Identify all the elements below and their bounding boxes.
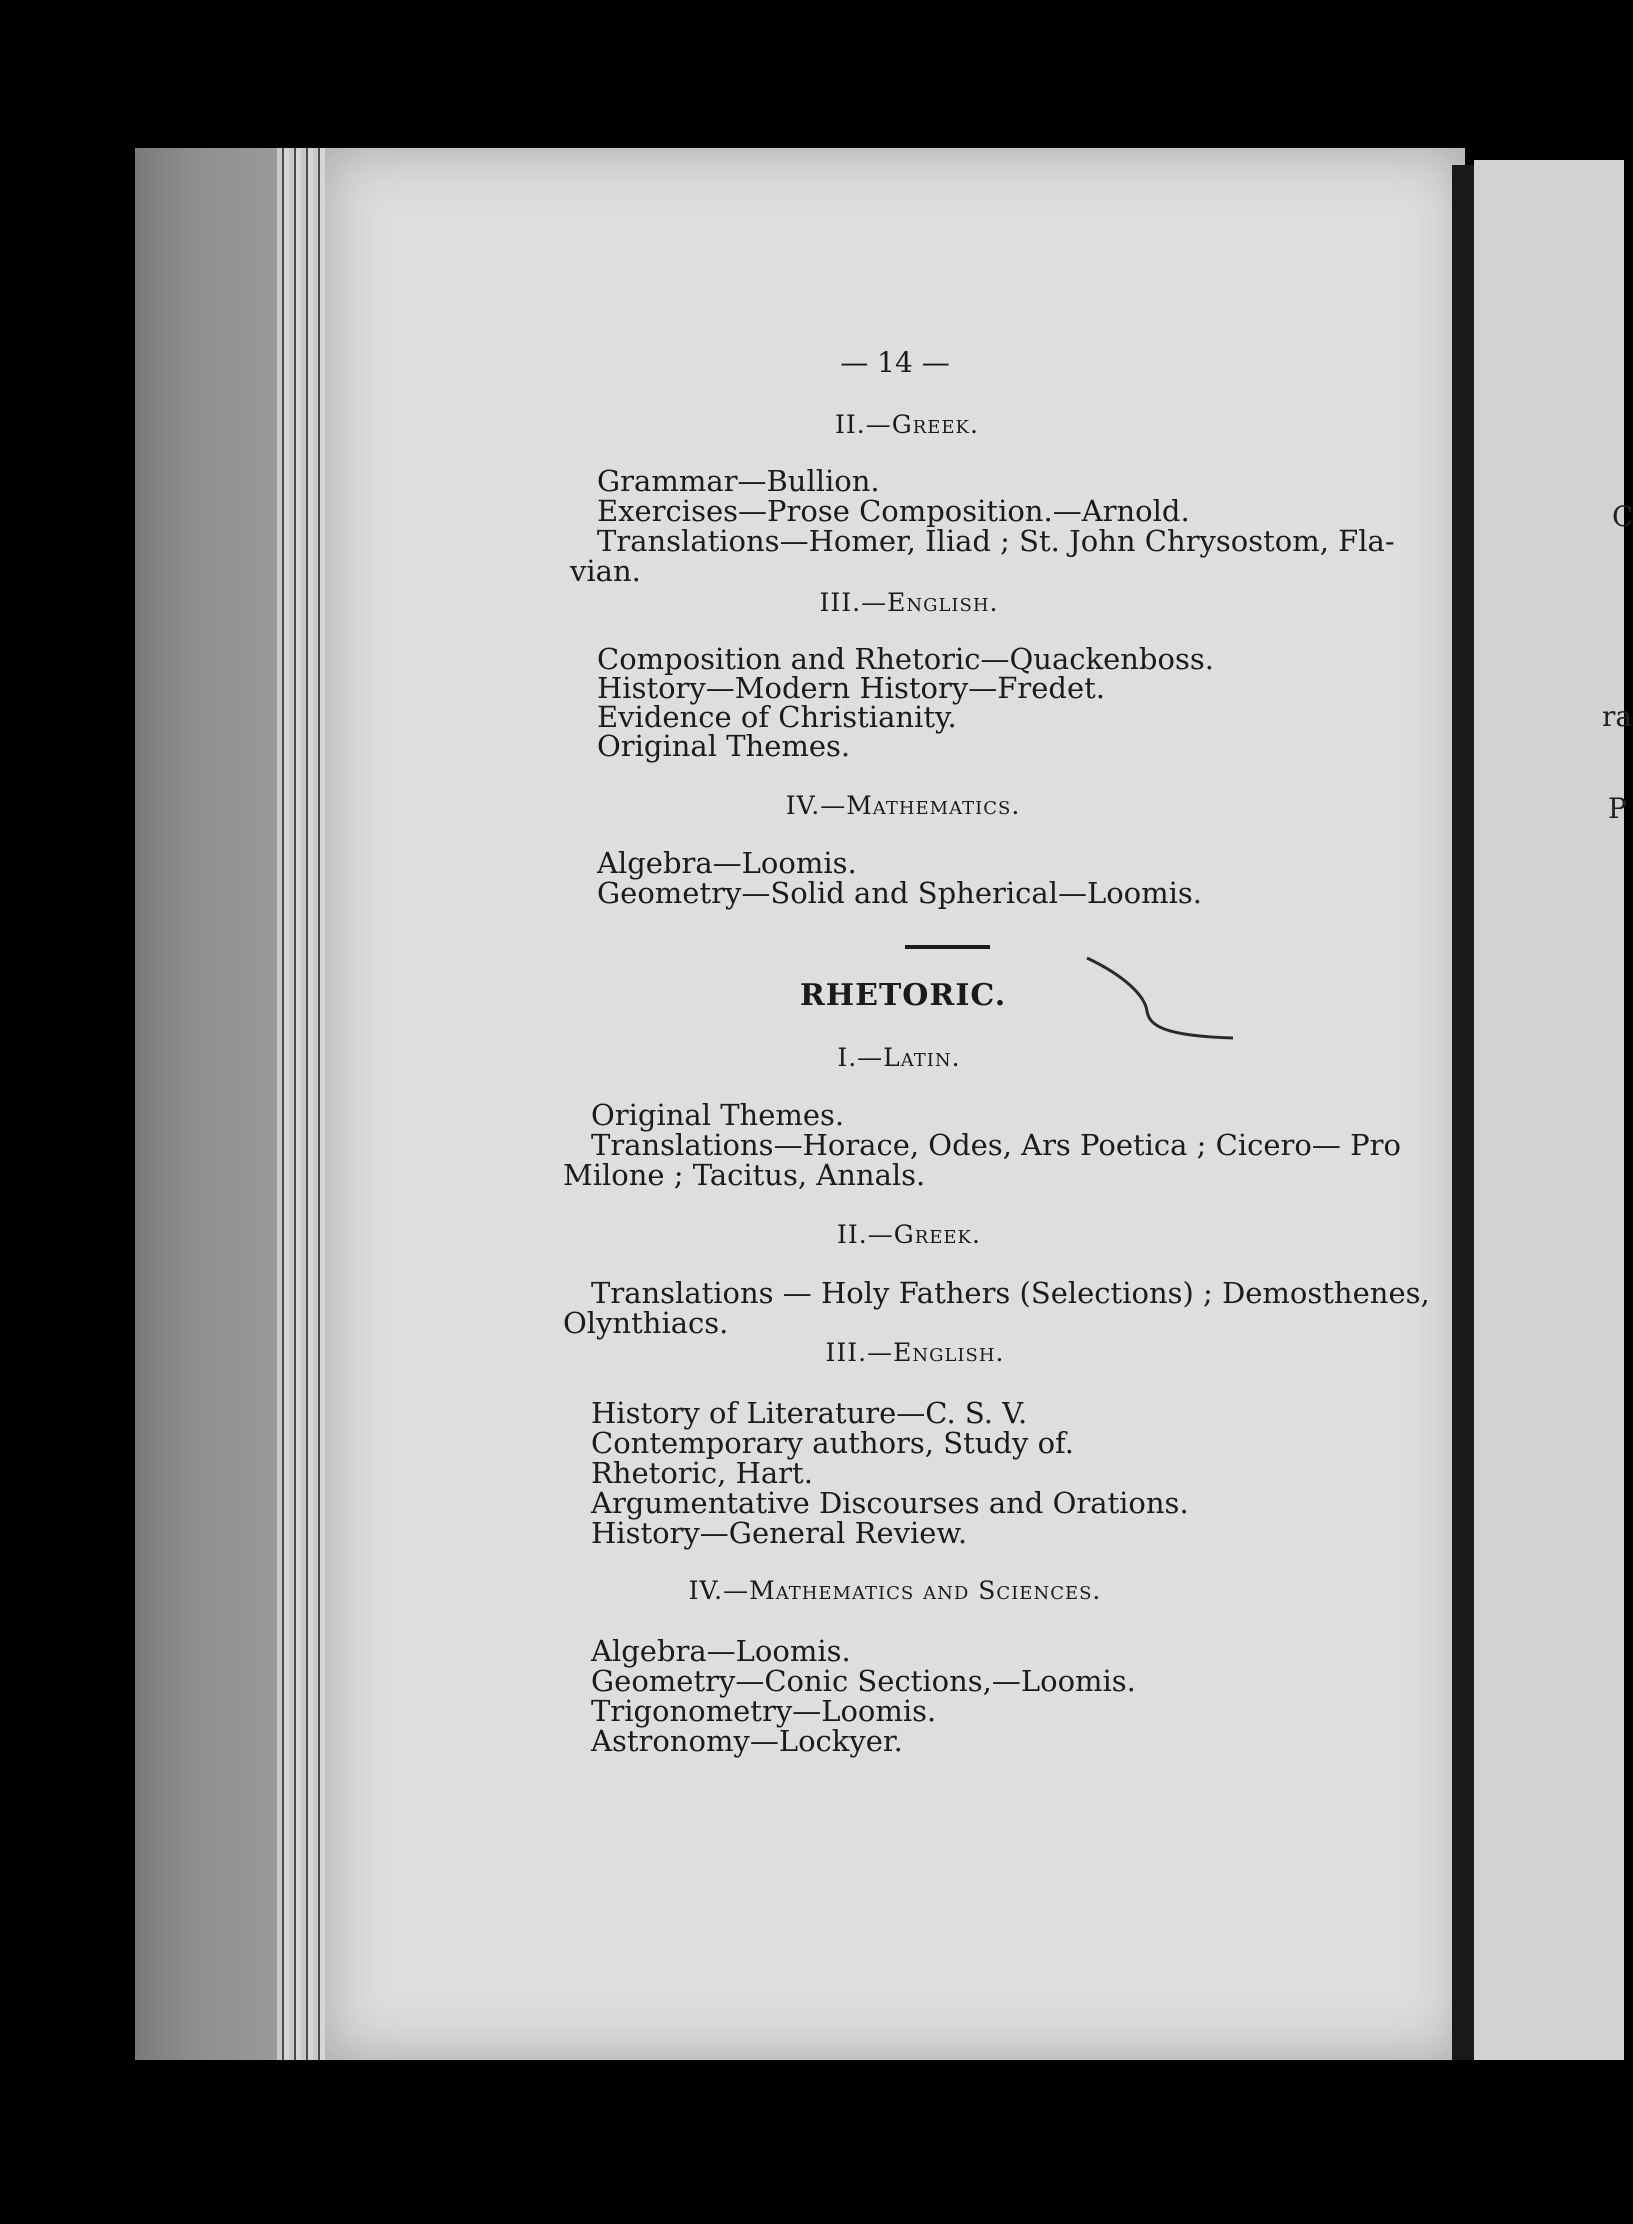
text-line: Milone ; Tacitus, Annals. (563, 1158, 926, 1192)
text-line: Algebra—Loomis. (591, 1634, 851, 1668)
heading-greek-2: II.—Greek. (837, 1220, 981, 1249)
text-line: History—General Review. (591, 1516, 968, 1550)
text-line: Olynthiacs. (563, 1306, 729, 1340)
heading-english-2: III.—English. (825, 1338, 1005, 1367)
book-spine (135, 148, 277, 2060)
text-line: Exercises—Prose Composition.—Arnold. (597, 494, 1190, 528)
text-line: Translations — Holy Fathers (Selections) ; Demosthenes, (591, 1276, 1430, 1310)
document-page (325, 148, 1465, 2060)
text-line: Rhetoric, Hart. (591, 1456, 813, 1490)
text-line: Trigonometry—Loomis. (591, 1694, 937, 1728)
text-line: Geometry—Conic Sections,—Loomis. (591, 1664, 1136, 1698)
text-line: Geometry—Solid and Spherical—Loomis. (597, 876, 1203, 910)
page-gutter (1452, 165, 1474, 2060)
text-line: Argumentative Discourses and Orations. (591, 1486, 1189, 1520)
heading-latin: I.—Latin. (837, 1043, 961, 1072)
text-line: vian. (570, 554, 641, 588)
page-text (325, 148, 1465, 2060)
heading-english-1: III.—English. (819, 588, 999, 617)
text-line: History—Modern History—Fredet. (597, 671, 1105, 705)
heading-math-2: IV.—Mathematics and Sciences. (688, 1576, 1102, 1605)
paper-crease (1085, 956, 1235, 1046)
page-edges (277, 148, 325, 2060)
text-line: Original Themes. (597, 729, 851, 763)
page-number: — 14 — (840, 346, 950, 379)
adjacent-page-letter: P (1608, 792, 1627, 825)
section-title-rhetoric: RHETORIC. (799, 978, 1007, 1013)
text-line: History of Literature—C. S. V. (591, 1396, 1028, 1430)
section-rule (905, 945, 990, 949)
text-line: Grammar—Bullion. (597, 464, 880, 498)
heading-greek-1: II.—Greek. (835, 410, 979, 439)
text-line: Translations—Horace, Odes, Ars Poetica ; Cicero— Pro (591, 1128, 1401, 1162)
text-line: Composition and Rhetoric—Quackenboss. (597, 642, 1214, 676)
text-line: Evidence of Christianity. (597, 700, 957, 734)
text-line: Translations—Homer, Iliad ; St. John Chrysostom, Fla- (597, 524, 1395, 558)
adjacent-page-letter: ra (1602, 700, 1633, 733)
adjacent-page-letter: C (1612, 500, 1633, 533)
text-line: Algebra—Loomis. (597, 846, 857, 880)
text-line: Contemporary authors, Study of. (591, 1426, 1074, 1460)
text-line: Original Themes. (591, 1098, 845, 1132)
text-line: Astronomy—Lockyer. (591, 1724, 903, 1758)
heading-math-1: IV.—Mathematics. (785, 791, 1021, 820)
adjacent-page (1474, 160, 1633, 2060)
